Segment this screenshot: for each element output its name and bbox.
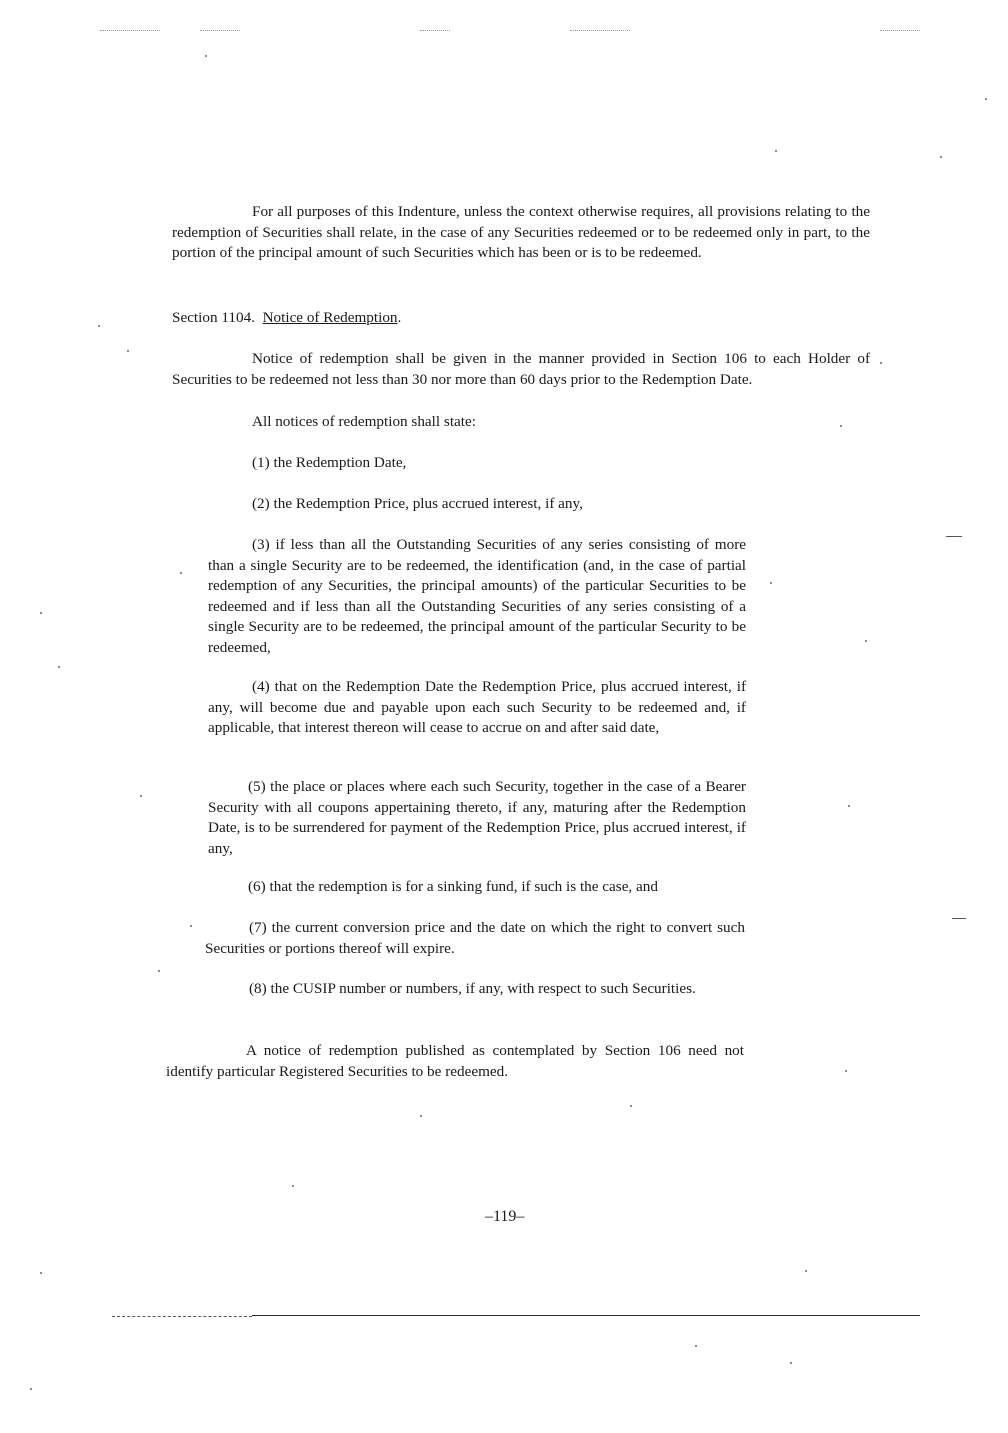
scan-noise — [200, 30, 240, 31]
scan-noise — [880, 30, 920, 31]
notice-paragraph: Notice of redemption shall be given in the manner provided in Section 106 to each Holder of Securities to be redeemed not less than 30 nor more than 60 days prior to the Redemption Date. — [172, 350, 870, 388]
margin-mark — [946, 536, 962, 537]
scan-noise — [100, 30, 160, 31]
scan-speck — [158, 970, 160, 972]
scan-speck — [190, 925, 192, 927]
scan-speck — [630, 1105, 632, 1107]
scan-speck — [940, 156, 942, 158]
page-number: –119– — [485, 1208, 525, 1225]
margin-mark — [952, 918, 966, 919]
list-item: (4) that on the Redemption Date the Redemption Price, plus accrued interest, if any, will become due and payable upon each such Security to be redeemed and, if applicable, that interest thereon will cease to accrue on and after said date, — [208, 678, 746, 736]
scan-speck — [205, 55, 207, 57]
scan-noise — [420, 30, 450, 31]
scan-speck — [140, 795, 142, 797]
scan-speck — [865, 640, 867, 642]
list-item: (1) the Redemption Date, — [252, 454, 407, 471]
list-item: (3) if less than all the Outstanding Securities of any series consisting of more than a single Security are to be redeemed, the identification (and, in the case of partial redemption of any Securities, the principal amounts) of the particular Securities to be redeemed and if less than all the Outstanding Securities of any series consisting of a single Security are to be redeemed, the principal amount of the particular Security to be redeemed, — [208, 536, 746, 656]
closing-paragraph: A notice of redemption published as contemplated by Section 106 need not identify particular Registered Securities to be redeemed. — [166, 1042, 744, 1080]
section-number: Section 1104. — [172, 309, 255, 326]
scan-speck — [420, 1115, 422, 1117]
scan-speck — [770, 582, 772, 584]
scan-speck — [180, 572, 182, 574]
footer-rule — [252, 1315, 920, 1316]
scan-speck — [848, 805, 850, 807]
scan-speck — [40, 612, 42, 614]
scan-noise — [570, 30, 630, 31]
list-item: (8) the CUSIP number or numbers, if any, with respect to such Securities. — [249, 980, 696, 997]
list-item: (7) the current conversion price and the date on which the right to convert such Securities or portions thereof will expire. — [205, 919, 745, 957]
list-item: (5) the place or places where each such Security, together in the case of a Bearer Security with all coupons appertaining thereto, if any, maturing after the Redemption Date, is to be surrendered for payment of the Redemption Price, plus accrued interest, if any, — [208, 778, 746, 857]
scan-speck — [840, 425, 842, 427]
scan-speck — [58, 666, 60, 668]
scan-speck — [695, 1345, 697, 1347]
scan-speck — [40, 1272, 42, 1274]
intro-paragraph: For all purposes of this Indenture, unless the context otherwise requires, all provisions relating to the redemption of Securities shall relate, in the case of any Securities redeemed or to be redeemed only in part, to the portion of the principal amount of such Securities which has been or is to be redeemed. — [172, 203, 870, 261]
scan-speck — [98, 325, 100, 327]
list-item: (2) the Redemption Price, plus accrued interest, if any, — [252, 495, 583, 512]
list-item: (6) that the redemption is for a sinking fund, if such is the case, and — [248, 878, 658, 895]
section-title: Notice of Redemption — [262, 309, 398, 326]
scan-speck — [805, 1270, 807, 1272]
footer-rule — [112, 1316, 252, 1317]
scan-speck — [775, 150, 777, 152]
section-heading — [172, 308, 401, 328]
scan-speck — [845, 1070, 847, 1072]
list-intro: All notices of redemption shall state: — [252, 413, 476, 430]
scan-speck — [30, 1388, 32, 1390]
scan-speck — [127, 350, 129, 352]
scan-speck — [790, 1362, 792, 1364]
scan-speck — [880, 362, 882, 364]
scan-speck — [292, 1185, 294, 1187]
scan-speck — [985, 98, 987, 100]
section-title-suffix: . — [397, 309, 402, 326]
